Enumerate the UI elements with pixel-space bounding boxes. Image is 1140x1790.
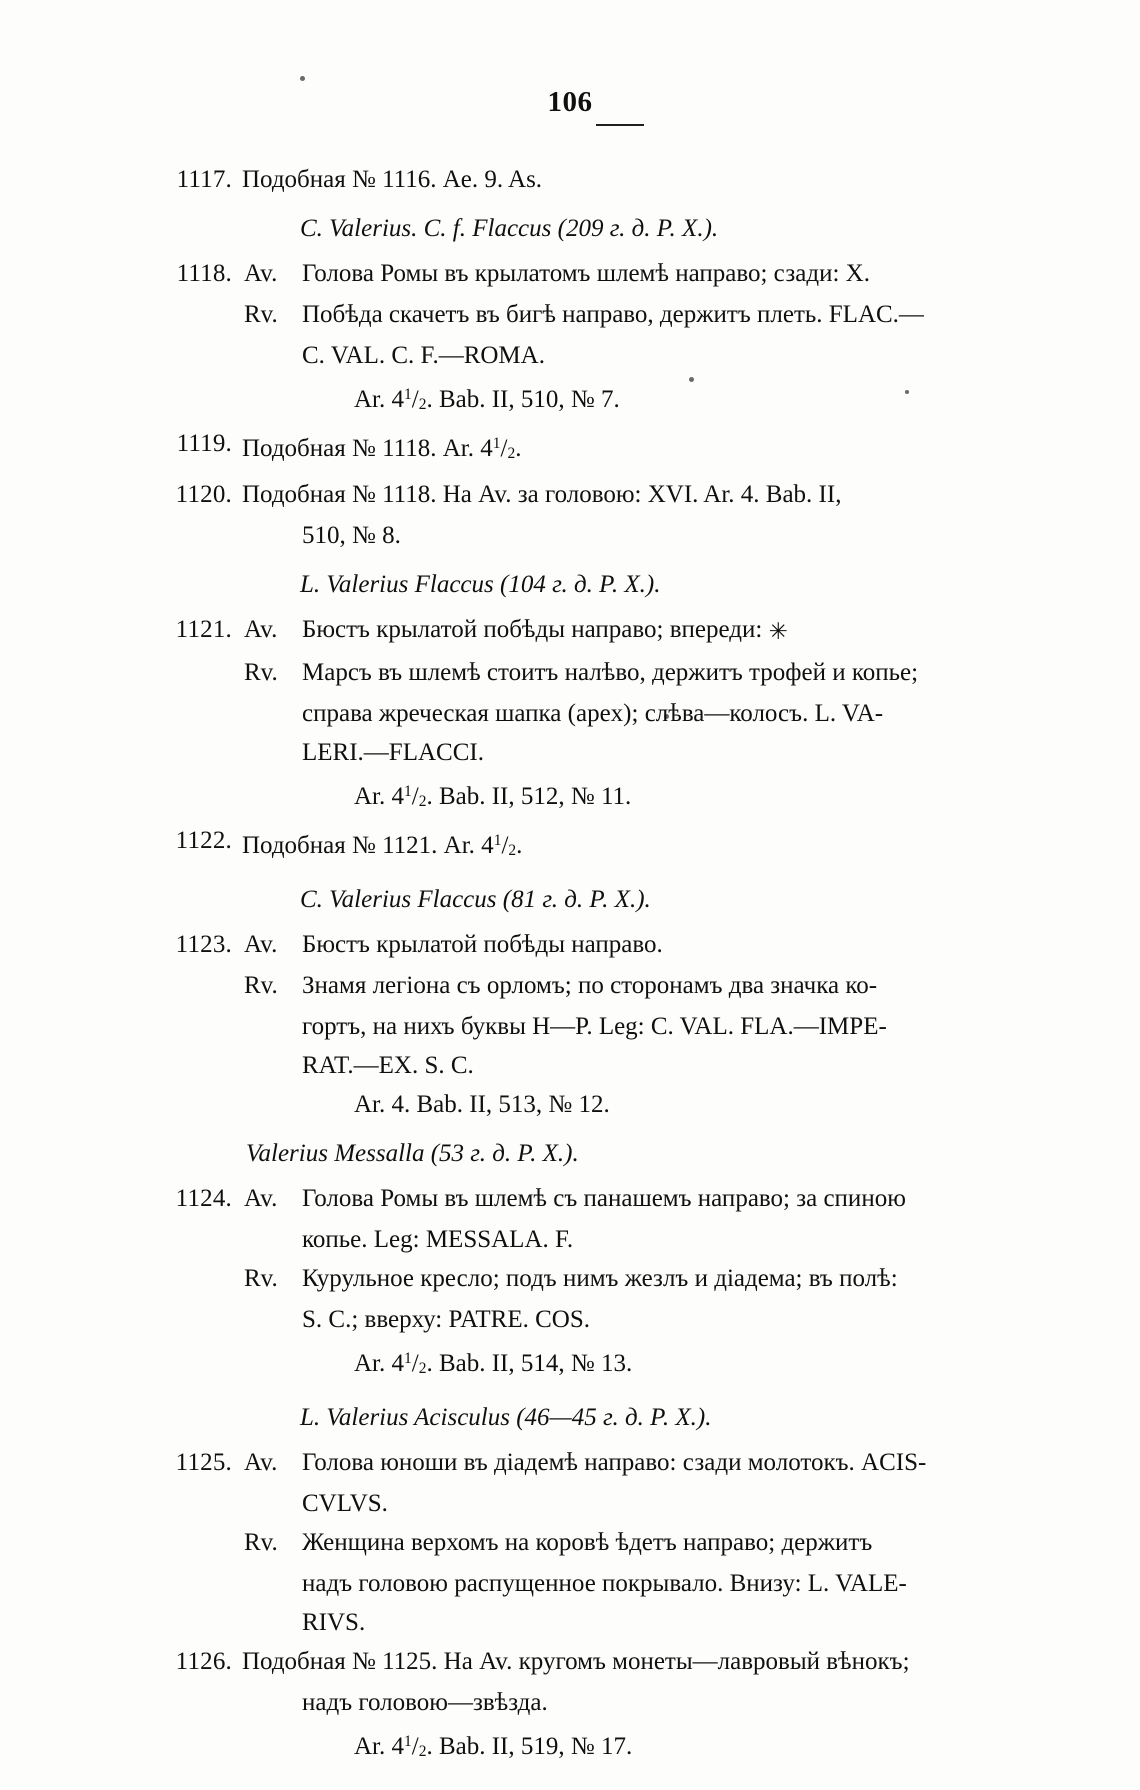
catalog-entry-1117 <box>150 160 1010 199</box>
fraction-numerator: 1 <box>492 434 501 452</box>
entry-number: 1123. <box>175 930 232 958</box>
obverse-line-2: CVLVS. <box>302 1489 388 1517</box>
entry-number: 1118. <box>176 260 232 287</box>
fraction-numerator: 1 <box>493 831 502 849</box>
metal-suffix: . Bab. II, 510, № 7. <box>426 386 620 414</box>
reverse-label: Rv. <box>244 1528 278 1556</box>
obverse-label: Av. <box>244 1448 278 1476</box>
obverse-text <box>302 610 1010 651</box>
section-heading-l-valerius-flaccus-104: L. Valerius Flaccus (104 г. д. Р. Х.). <box>300 570 661 598</box>
catalog-entry-1118 <box>150 254 1010 293</box>
catalog-entry-1124-reverse <box>150 1259 1010 1298</box>
fraction-denominator: 2 <box>418 395 427 413</box>
obverse-label: Av. <box>244 260 278 287</box>
entry-text-end: . <box>515 434 522 462</box>
metal-reference-1126 <box>150 1722 1010 1771</box>
reverse-line-2: C. VAL. C. F.—ROMA. <box>302 342 545 369</box>
catalog-entry-1123 <box>150 925 1010 964</box>
entry-number: 1124. <box>175 1184 232 1212</box>
fraction-denominator: 2 <box>418 792 427 810</box>
metal-prefix: Ar. 4 <box>354 1349 404 1377</box>
reverse-line-1: Марсъ въ шлемѣ стоитъ налѣво, держитъ трофей и копье; <box>302 658 919 686</box>
catalog-entry-1120 <box>150 475 1010 514</box>
catalog-entry-1121 <box>150 610 1010 651</box>
reverse-label: Rv. <box>244 1264 278 1292</box>
metal-prefix: Ar. 4 <box>354 1732 404 1760</box>
reverse-line-2: справа жреческая шапка (apex); слѣва—колосъ. L. VA- <box>302 699 884 727</box>
catalog-entry-1125 <box>150 1443 1010 1482</box>
catalog-entry-1125-reverse <box>150 1523 1010 1562</box>
entry-number: 1117. <box>176 166 232 193</box>
metal-reference-1123: Ar. 4. Bab. II, 513, № 12. <box>354 1090 610 1118</box>
reverse-line-1: Женщина верхомъ на коровѣ ѣдетъ направо; держитъ <box>302 1528 873 1556</box>
catalog-entry-1126 <box>150 1642 1010 1681</box>
obverse-text-main: Бюстъ крылатой побѣды направо; впереди: <box>302 615 763 643</box>
reverse-line-1: Побѣда скачетъ въ бигѣ направо, держитъ плеть. FLAC.— <box>302 301 924 328</box>
obverse-line-1: Голова юноши въ діадемѣ направо: сзади молотокъ. ACIS- <box>302 1448 927 1476</box>
reverse-label: Rv. <box>244 971 278 999</box>
entry-text <box>242 424 1010 473</box>
obverse-line-1: Голова Ромы въ шлемѣ съ панашемъ направо; за спиною <box>302 1184 906 1212</box>
metal-prefix: Ar. 4 <box>354 386 404 414</box>
reverse-label: Rv. <box>244 301 278 328</box>
catalog-entry-1119 <box>150 424 1010 473</box>
reverse-line-3: LERI.—FLACCI. <box>302 738 484 766</box>
entry-number: 1125. <box>175 1448 232 1476</box>
entry-number: 1126. <box>175 1647 232 1675</box>
entry-number: 1121. <box>175 615 232 643</box>
section-heading-c-valerius-flaccus-81: C. Valerius Flaccus (81 г. д. Р. Х.). <box>300 885 651 913</box>
section-heading-valerius-flaccus-209: C. Valerius. C. f. Flaccus (209 г. д. Р. Х.). <box>300 215 719 242</box>
fraction: $^1/_2$ <box>493 831 517 859</box>
entry-text: Подобная № 1118. На Av. за головою: XVI. Ar. 4. Bab. II, <box>242 480 842 508</box>
fraction-numerator: 1 <box>404 1349 412 1367</box>
fraction-denominator: 2 <box>507 444 516 462</box>
metal-reference-1118 <box>150 375 1010 424</box>
entry-number: 1122. <box>175 826 232 854</box>
catalog-entry-1123-reverse <box>150 966 1010 1005</box>
asterisk-symbol-icon: ✳ <box>768 618 788 644</box>
entry-text <box>242 821 1010 870</box>
metal-reference-1124 <box>150 1339 1010 1388</box>
fraction: $^1/_2$ <box>404 1349 427 1377</box>
fraction: $^1/_2$ <box>492 434 516 462</box>
entry-number: 1120. <box>175 480 232 508</box>
fraction-denominator: 2 <box>418 1742 427 1760</box>
page-content <box>150 160 1010 1770</box>
fraction-denominator: 2 <box>508 841 517 859</box>
reverse-line-1: Курульное кресло; подъ нимъ жезлъ и діадема; въ полѣ: <box>302 1264 898 1292</box>
fraction: $^1/_2$ <box>404 1732 427 1760</box>
fraction: $^1/_2$ <box>404 386 427 414</box>
entry-text: Подобная № 1116. Ae. 9. As. <box>242 166 543 193</box>
reverse-line-1: Знамя легіона съ орломъ; по сторонамъ два значка ко- <box>302 971 878 999</box>
metal-reference-1121 <box>150 772 1010 821</box>
fraction-numerator: 1 <box>404 1732 412 1750</box>
entry-number: 1119. <box>176 429 232 457</box>
reverse-line-2: надъ головою распущенное покрывало. Внизу: L. VALE- <box>302 1569 907 1597</box>
entry-text-end: . <box>516 831 523 859</box>
section-heading-valerius-messalla-53: Valerius Messalla (53 г. д. Р. Х.). <box>246 1139 579 1167</box>
reverse-line-2: S. C.; вверху: PATRE. COS. <box>302 1305 590 1333</box>
reverse-line-2: гортъ, на нихъ буквы H—P. Leg: C. VAL. FLA.—IMPE- <box>302 1012 887 1040</box>
fraction-denominator: 2 <box>418 1359 427 1377</box>
obverse-label: Av. <box>244 930 278 958</box>
page-number-rule <box>596 124 644 126</box>
catalog-entry-1121-reverse <box>150 653 1010 692</box>
section-heading-l-valerius-acisculus-46-45: L. Valerius Acisculus (46—45 г. д. Р. Х.). <box>300 1403 712 1431</box>
catalog-entry-1118-reverse <box>150 295 1010 334</box>
obverse-label: Av. <box>244 615 278 643</box>
obverse-label: Av. <box>244 1184 278 1212</box>
reverse-line-3: RAT.—EX. S. C. <box>302 1051 474 1079</box>
page-speck <box>300 76 305 81</box>
metal-suffix: . Bab. II, 512, № 11. <box>426 782 632 810</box>
metal-suffix: . Bab. II, 514, № 13. <box>426 1349 633 1377</box>
entry-text-main: Подобная № 1118. Ar. 4 <box>242 434 493 462</box>
obverse-text: Бюстъ крылатой побѣды направо. <box>302 930 663 958</box>
obverse-text: Голова Ромы въ крылатомъ шлемѣ направо; сзади: X. <box>302 260 870 287</box>
entry-text-main: Подобная № 1121. Ar. 4 <box>242 831 494 859</box>
fraction-numerator: 1 <box>404 386 412 403</box>
catalog-entry-1124 <box>150 1179 1010 1218</box>
fraction: $^1/_2$ <box>404 782 427 810</box>
reverse-label: Rv. <box>244 658 278 686</box>
reverse-text <box>302 295 1010 334</box>
entry-text-continued-1120: 510, № 8. <box>302 521 401 549</box>
page-number: 106 <box>547 86 593 118</box>
metal-prefix: Ar. 4 <box>354 782 404 810</box>
entry-line-2: надъ головою—звѣзда. <box>302 1688 548 1716</box>
fraction-numerator: 1 <box>404 782 412 800</box>
metal-suffix: . Bab. II, 519, № 17. <box>426 1732 633 1760</box>
catalog-entry-1122 <box>150 821 1010 870</box>
obverse-line-2: копье. Leg: MESSALA. F. <box>302 1225 574 1253</box>
reverse-line-3: RIVS. <box>302 1608 366 1636</box>
entry-line-1: Подобная № 1125. На Av. кругомъ монеты—лавровый вѣнокъ; <box>242 1647 910 1675</box>
